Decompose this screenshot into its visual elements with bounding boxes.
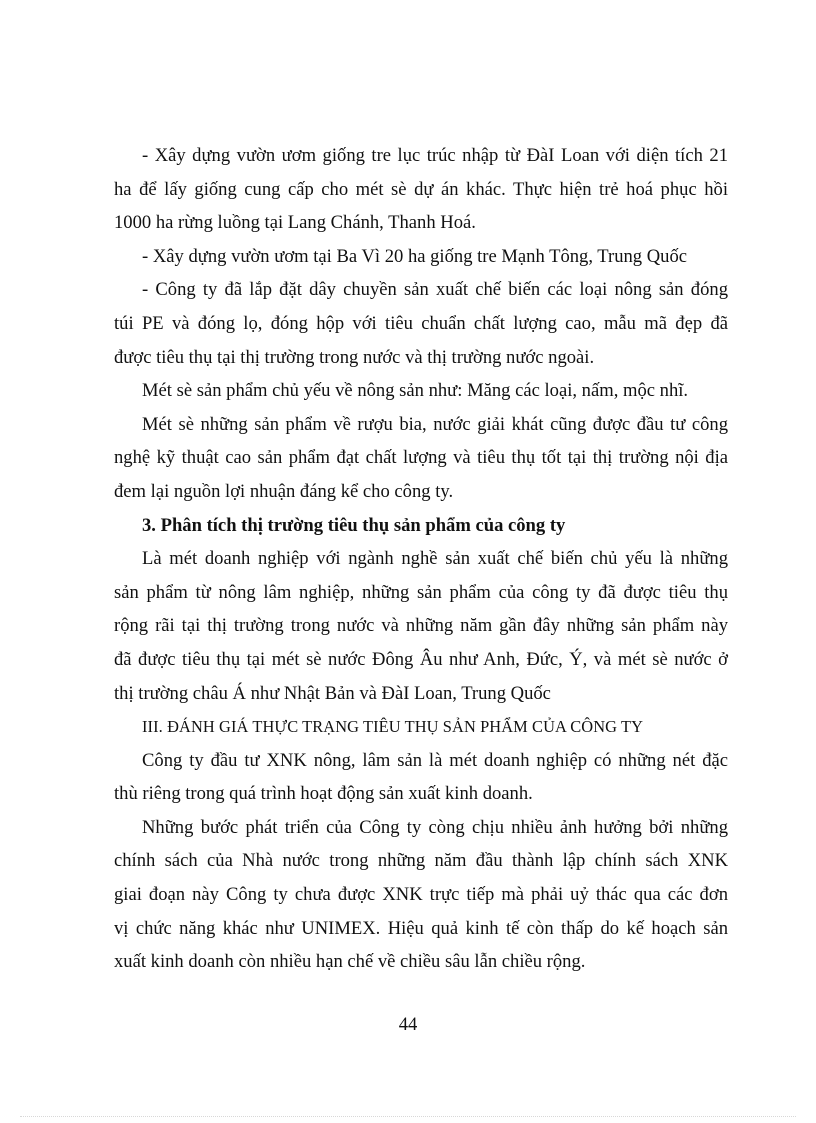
- text-line: thù riêng trong quá trình hoạt động sản xuất kinh doanh.: [114, 783, 533, 805]
- page-bottom-divider: [20, 1116, 796, 1117]
- text-line: 1000 ha rừng luồng tại Lang Chánh, Thanh Hoá.: [114, 212, 476, 234]
- text-line: nghệ kỹ thuật cao sản phẩm đạt chất lượng và tiêu thụ tốt tại thị trường nội địa: [114, 447, 728, 469]
- section-heading: III. ĐÁNH GIÁ THỰC TRẠNG TIÊU THỤ SẢN PHẨM CỦA CÔNG TY: [142, 717, 644, 737]
- page-body: [114, 139, 728, 979]
- text-line: Mét sè những sản phẩm về rượu bia, nước giải khát cũng được đầu tư công: [142, 413, 728, 435]
- text-line: được tiêu thụ tại thị trường trong nước và thị trường nước ngoài.: [114, 346, 595, 368]
- text-line: - Xây dựng vườn ươm giống tre lục trúc nhập từ ĐàI Loan với diện tích 21: [142, 145, 728, 166]
- subsection-heading: 3. Phân tích thị trường tiêu thụ sản phẩm của công ty: [142, 514, 566, 536]
- text-line: giai đoạn này Công ty chưa được XNK trực tiếp mà phải uỷ thác qua các đơn: [114, 884, 728, 906]
- text-line: đem lại nguồn lợi nhuận đáng kể cho công ty.: [114, 480, 454, 502]
- text-line: túi PE và đóng lọ, đóng hộp với tiêu chuẩn chất lượng cao, mẫu mã đẹp đã: [114, 312, 728, 334]
- text-line: - Xây dựng vườn ươm tại Ba Vì 20 ha giống tre Mạnh Tông, Trung Quốc: [142, 245, 688, 267]
- text-line: ha để lấy giống cung cấp cho mét sè dự án khác. Thực hiện trẻ hoá phục hồi: [114, 178, 728, 200]
- text-line: rộng rãi tại thị trường trong nước và những năm gần đây những sản phẩm này: [114, 615, 728, 637]
- text-line: đã được tiêu thụ tại mét sè nước Đông Âu như Anh, Đức, Ý, và mét sè nước ở: [114, 648, 728, 670]
- text-line: Mét sè sản phẩm chủ yếu về nông sản như: Măng các loại, nấm, mộc nhĩ.: [142, 380, 689, 402]
- text-line: vị chức năng khác như UNIMEX. Hiệu quả kinh tế còn thấp do kế hoạch sản: [114, 917, 728, 939]
- text-line: sản phẩm từ nông lâm nghiệp, những sản phẩm của công ty đã được tiêu thụ: [114, 581, 728, 603]
- text-line: Những bước phát triển của Công ty còng chịu nhiều ảnh hưởng bởi những: [142, 816, 728, 838]
- text-line: Công ty đầu tư XNK nông, lâm sản là mét doanh nghiệp có những nét đặc: [142, 749, 728, 771]
- text-line: chính sách của Nhà nước trong những năm đầu thành lập chính sách XNK: [114, 850, 728, 872]
- text-line: - Công ty đã lắp đặt dây chuyền sản xuất chế biến các loại nông sản đóng: [142, 279, 728, 301]
- text-line: Là mét doanh nghiệp với ngành nghề sản xuất chế biến chủ yếu là những: [142, 548, 728, 570]
- page-number: 44: [398, 1014, 418, 1035]
- text-line: xuất kinh doanh còn nhiều hạn chế về chiều sâu lẫn chiều rộng.: [114, 951, 586, 973]
- text-line: thị trường châu Á như Nhật Bản và ĐàI Loan, Trung Quốc: [114, 682, 551, 704]
